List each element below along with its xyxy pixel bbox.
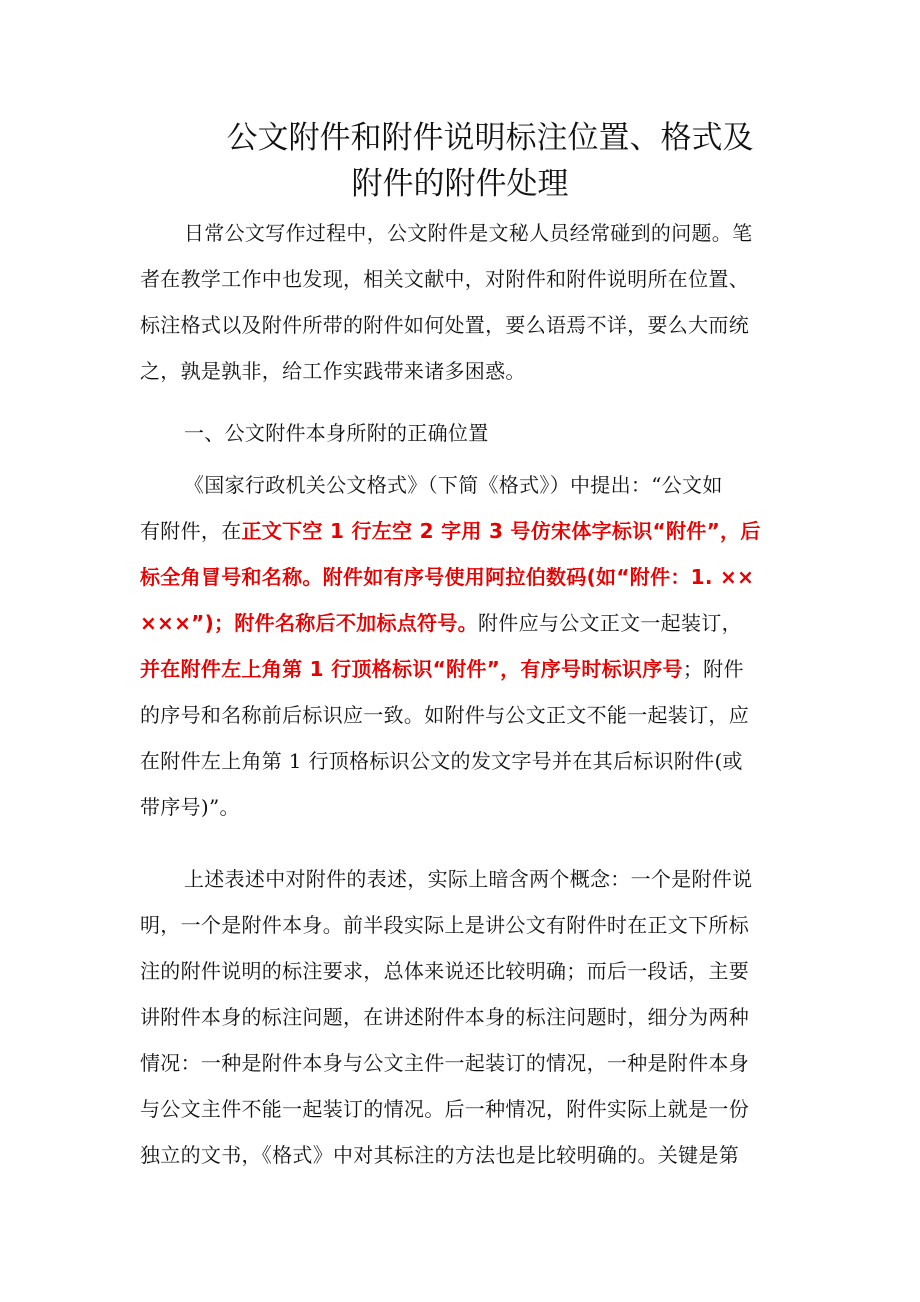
intro-line: 者在教学工作中也发现，相关文献中，对附件和附件说明所在位置、 [140, 267, 749, 291]
analysis-line: 独立的文书，《格式》中对其标注的方法也是比较明确的。关键是第 [140, 1143, 739, 1167]
document-title-line-1: 公文附件和附件说明标注位置、格式及 [226, 120, 754, 156]
highlight-text: ×××”)；附件名称后不加标点符号。 [140, 611, 478, 635]
analysis-paragraph [140, 856, 782, 1178]
quote-line: 在附件左上角第 1 行顶格标识公文的发文字号并在其后标识附件(或 [140, 749, 743, 773]
quote-line: 带序号)”。 [140, 795, 240, 819]
analysis-line: 注的附件说明的标注要求，总体来说还比较明确；而后一段话，主要 [140, 959, 749, 983]
highlight-text: 正文下空 1 行左空 2 字用 3 号仿宋体字标识“附件”，后 [241, 519, 761, 543]
analysis-line: 情况：一种是附件本身与公文主件一起装订的情况，一种是附件本身 [140, 1051, 749, 1075]
quote-text: 有附件，在 [140, 519, 242, 543]
document-title-line-2: 附件的附件处理 [351, 166, 569, 202]
quote-line [140, 600, 782, 646]
quote-line [140, 508, 782, 554]
intro-line: 标注格式以及附件所带的附件如何处置，要么语焉不详，要么大而统 [140, 313, 749, 337]
quote-line: 《国家行政机关公文格式》（下简《格式》）中提出：“公文如 [184, 473, 723, 497]
highlight-line: 标全角冒号和名称。附件如有序号使用阿拉伯数码(如“附件：1. ×× [140, 565, 755, 589]
intro-paragraph [140, 210, 782, 394]
intro-line: 日常公文写作过程中，公文附件是文秘人员经常碰到的问题。笔 [184, 221, 753, 245]
analysis-line: 上述表述中对附件的表述，实际上暗含两个概念：一个是附件说 [184, 867, 753, 891]
quote-line [140, 646, 782, 692]
quote-text: ；附件 [682, 657, 744, 681]
analysis-line: 明，一个是附件本身。前半段实际上是讲公文有附件时在正文下所标 [140, 913, 749, 937]
quote-line: 的序号和名称前后标识应一致。如附件与公文正文不能一起装订，应 [140, 703, 749, 727]
quote-paragraph [140, 462, 782, 830]
quote-text: 附件应与公文正文一起装订， [477, 611, 742, 635]
analysis-line: 与公文主件不能一起装订的情况。后一种情况，附件实际上就是一份 [140, 1097, 749, 1121]
section-heading [140, 410, 782, 456]
intro-line: 之，孰是孰非，给工作实践带来诸多困惑。 [140, 359, 526, 383]
analysis-line: 讲附件本身的标注问题，在讲述附件本身的标注问题时，细分为两种 [140, 1005, 749, 1029]
section-heading-text: 一、公文附件本身所附的正确位置 [184, 421, 489, 445]
highlight-text: 并在附件左上角第 1 行顶格标识“附件”，有序号时标识序号 [140, 657, 683, 681]
